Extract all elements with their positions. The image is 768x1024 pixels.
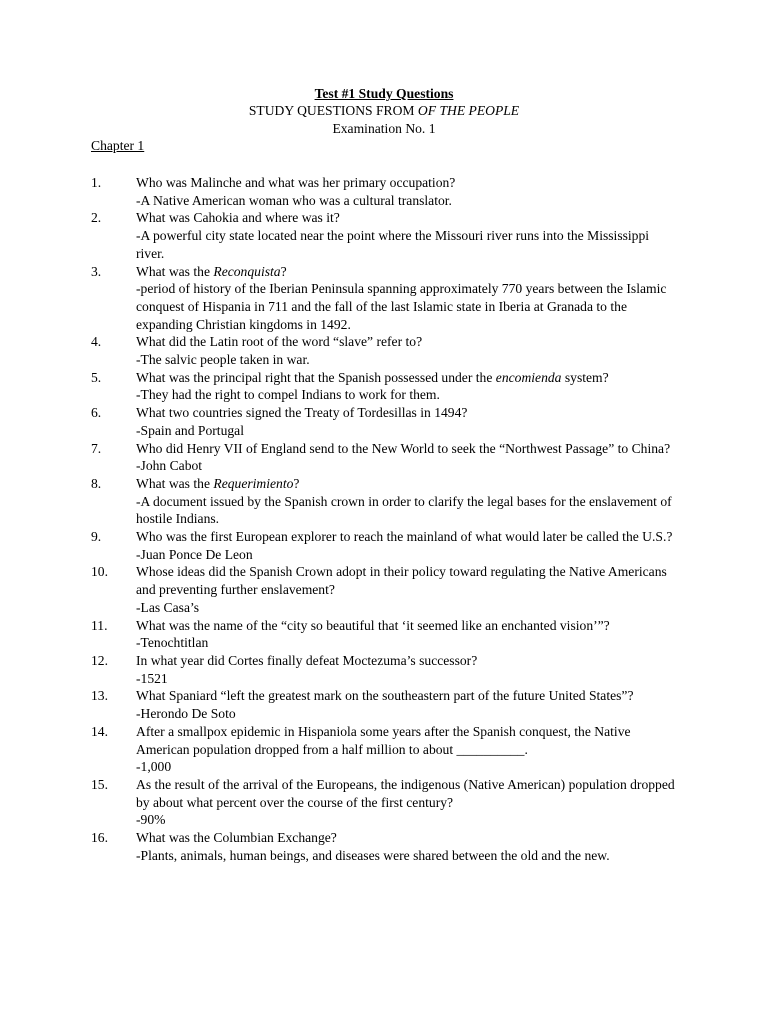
answer-text: -Tenochtitlan [136, 635, 209, 651]
question-item [0, 475, 676, 528]
question-text-part: ? [280, 263, 287, 279]
question-text [136, 441, 670, 456]
answer-text: -Las Casa’s [136, 599, 200, 615]
question-number: 1. [91, 175, 102, 190]
question-text-part: What was the [136, 263, 214, 279]
question-text-part: ? [293, 475, 300, 491]
question-text [136, 724, 631, 757]
question-text-part: What was Cahokia and where was it? [136, 210, 340, 226]
question-text-part: Who was Malinche and what was her primary occupation? [136, 175, 456, 190]
question-text-part: system? [561, 369, 609, 385]
question-list [0, 174, 768, 864]
question-text [136, 529, 672, 544]
answer-text: -Plants, animals, human beings, and diseases were shared between the old and the new. [136, 847, 610, 863]
question-text-part: What was the Columbian Exchange? [136, 830, 337, 846]
question-text [136, 175, 455, 190]
answer-text: -John Cabot [136, 458, 203, 474]
question-item [0, 209, 676, 262]
answer-text: -A document issued by the Spanish crown in order to clarify the legal bases for the enslavement of hostile Indians. [136, 493, 672, 527]
question-item [0, 563, 676, 616]
answer-text: -The salvic people taken in war. [136, 352, 310, 368]
question-text-part: What was the name of the “city so beautiful that ‘it seemed like an enchanted vision’”? [136, 617, 610, 633]
question-number: 6. [91, 405, 102, 421]
question-number: 7. [91, 440, 102, 456]
answer-text: -1521 [136, 670, 168, 686]
question-item [0, 440, 676, 475]
document-subtitle [0, 102, 768, 120]
question-number: 5. [91, 369, 102, 385]
question-text [136, 476, 299, 491]
question-text [136, 264, 287, 279]
question-italic-term: Reconquista [213, 263, 281, 279]
question-item [0, 404, 676, 439]
question-item [0, 829, 676, 864]
question-number: 3. [91, 263, 102, 279]
answer-text: -period of history of the Iberian Peninsula spanning approximately 770 years between the Islamic conquest of Hispania in 711 and the fall of the last Islamic state in Iberia at Granada to the expanding Christian kingdoms in 1492. [136, 281, 667, 332]
answer-text: -Herondo De Soto [136, 706, 236, 722]
question-text [136, 334, 422, 349]
question-text [136, 564, 667, 597]
answer-text: -Spain and Portugal [136, 422, 244, 438]
question-number: 11. [91, 617, 108, 633]
document-title: Test #1 Study Questions [314, 86, 454, 101]
question-number: 16. [91, 830, 108, 846]
answer-text: -A Native American woman who was a cultural translator. [136, 192, 452, 208]
question-text [136, 618, 610, 633]
chapter-heading: Chapter 1 [91, 138, 145, 153]
question-text-part: What Spaniard “left the greatest mark on the southeastern part of the future United States”? [136, 688, 634, 704]
question-text [136, 653, 477, 668]
question-number: 8. [91, 475, 102, 491]
question-text [136, 688, 634, 703]
question-item [0, 174, 676, 209]
question-number: 10. [91, 564, 108, 580]
question-item [0, 687, 676, 722]
question-item [0, 776, 676, 829]
subtitle-book-title: OF THE PEOPLE [417, 103, 520, 118]
question-item [0, 333, 676, 368]
question-italic-term: encomienda [495, 369, 562, 385]
question-number: 13. [91, 688, 108, 704]
question-italic-term: Requerimiento [213, 475, 294, 491]
question-text-part: Who was the first European explorer to reach the mainland of what would later be called the U.S.? [136, 529, 673, 545]
question-text-part: What was the principal right that the Spanish possessed under the [136, 369, 496, 385]
question-item [0, 528, 676, 563]
question-text-part: Whose ideas did the Spanish Crown adopt in their policy toward regulating the Native Americans and preventing further enslavement? [136, 564, 667, 598]
subtitle-prefix: STUDY QUESTIONS FROM [248, 103, 418, 118]
question-item [0, 652, 676, 687]
question-text-part: What did the Latin root of the word “slave” refer to? [136, 334, 423, 350]
answer-text: -Juan Ponce De Leon [136, 546, 253, 562]
question-number: 9. [91, 529, 102, 545]
question-text-part: In what year did Cortes finally defeat Moctezuma’s successor? [136, 652, 478, 668]
question-number: 12. [91, 652, 108, 668]
answer-text: -90% [136, 812, 166, 828]
question-number: 15. [91, 776, 108, 792]
question-text-part: Who did Henry VII of England send to the New World to seek the “Northwest Passage” to China? [136, 440, 671, 456]
question-text-part: After a smallpox epidemic in Hispaniola some years after the Spanish conquest, the Native American population dropped from a half million to about __________. [136, 723, 631, 757]
question-item [0, 723, 676, 776]
question-text [136, 777, 675, 810]
answer-text: -1,000 [136, 759, 172, 775]
question-text-part: What two countries signed the Treaty of Tordesillas in 1494? [136, 405, 468, 421]
question-number: 2. [91, 210, 102, 226]
question-number: 4. [91, 334, 102, 350]
exam-label: Examination No. 1 [332, 121, 436, 136]
answer-text: -They had the right to compel Indians to work for them. [136, 387, 440, 403]
question-text [136, 405, 467, 420]
question-text-part: As the result of the arrival of the Europeans, the indigenous (Native American) population dropped by about what percent over the course of the first century? [136, 776, 675, 810]
question-number: 14. [91, 723, 108, 739]
question-item [0, 263, 676, 334]
question-item [0, 617, 676, 652]
question-text [136, 370, 609, 385]
answer-text: -A powerful city state located near the point where the Missouri river runs into the Mississippi river. [136, 228, 650, 261]
question-text [136, 210, 340, 225]
question-item [0, 369, 676, 404]
question-text-part: What was the [136, 475, 214, 491]
question-text [136, 830, 337, 845]
